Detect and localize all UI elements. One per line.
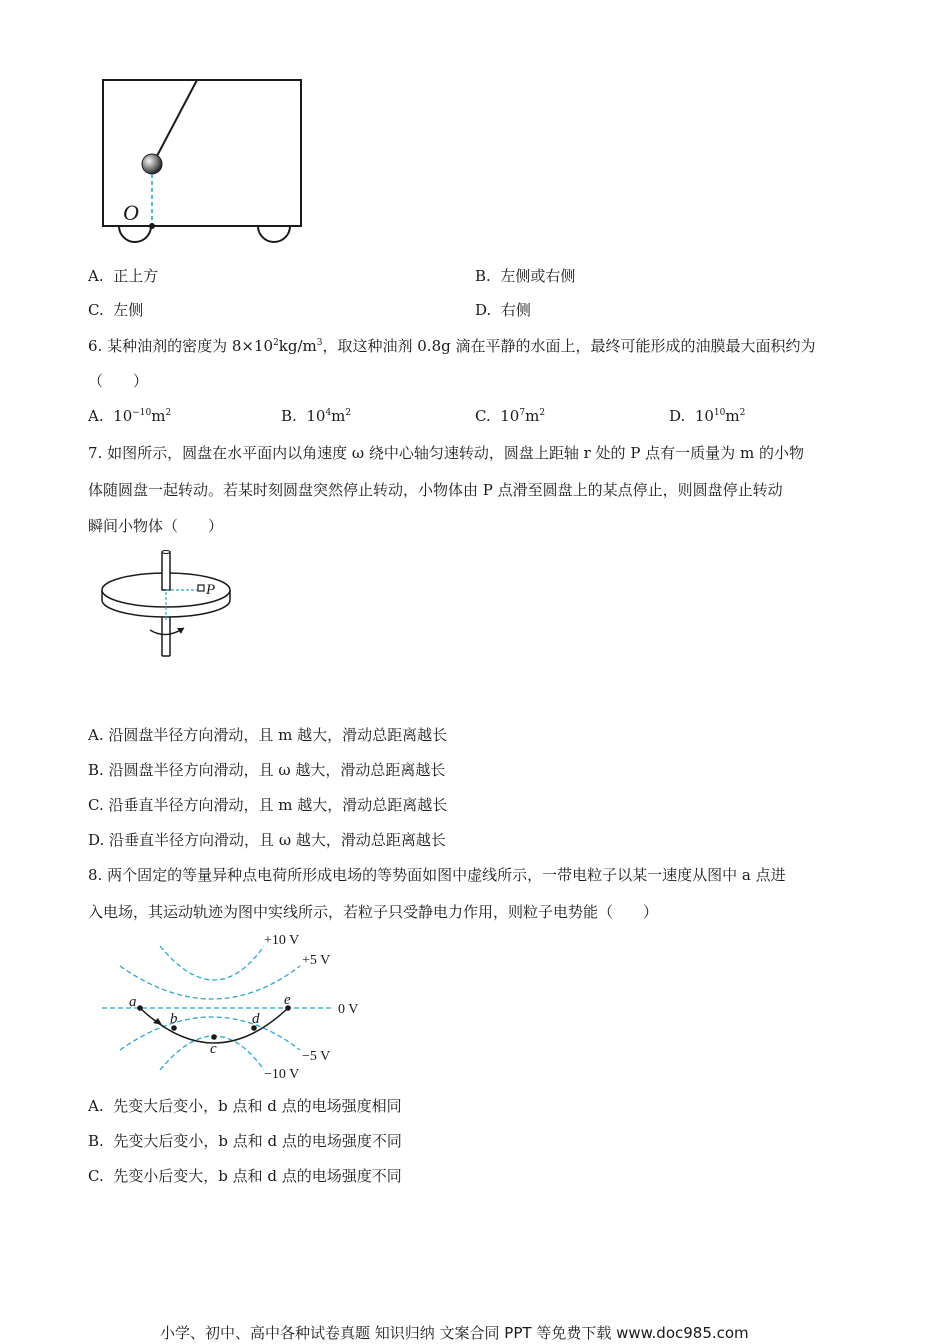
label-b: b	[170, 1011, 178, 1027]
trajectory-arrowhead	[153, 1018, 162, 1025]
point-p-label: P	[206, 582, 216, 598]
point-a	[137, 1005, 143, 1011]
label-e: e	[284, 992, 291, 1008]
q8-option-c[interactable]: C. 先变小后变大，b 点和 d 点的电场强度不同	[88, 1167, 402, 1185]
q5-option-c[interactable]: C. 左侧	[88, 301, 144, 319]
equipotential-figure	[96, 928, 376, 1084]
equipotential-plus5	[120, 966, 300, 999]
small-object	[198, 585, 204, 591]
q6-option-b[interactable]: B. $10^4m^2$	[281, 407, 352, 425]
page-footer: 小学、初中、高中各种试卷真题 知识归纳 文案合同 PPT 等免费下载 www.doc985.com	[160, 1324, 749, 1342]
q7-stem-line1: 7. 如图所示，圆盘在水平面内以角速度 ω 绕中心轴匀速转动，圆盘上距轴 r 处的 P 点有一质量为 m 的小物	[88, 444, 804, 462]
q8-option-b[interactable]: B. 先变大后变小，b 点和 d 点的电场强度不同	[88, 1132, 402, 1150]
q7-option-d[interactable]: D. 沿垂直半径方向滑动，且 ω 越大，滑动总距离越长	[88, 831, 446, 849]
pendulum-string	[157, 80, 197, 156]
q8-option-a[interactable]: A. 先变大后变小，b 点和 d 点的电场强度相同	[88, 1097, 402, 1115]
q5-option-d[interactable]: D. 右侧	[475, 301, 531, 319]
label-minus5: −5 V	[302, 1049, 331, 1064]
label-plus5: +5 V	[302, 953, 331, 968]
q6-option-a[interactable]: A. $10^{-10}m^2$	[88, 407, 172, 425]
axle-top-cap	[162, 551, 170, 554]
pendulum-ball	[142, 154, 162, 174]
label-a: a	[129, 994, 137, 1010]
right-wheel	[258, 226, 290, 242]
label-plus10: +10 V	[264, 933, 300, 948]
q6-stem-line1: 6. 某种油剂的密度为 $8\times 10^2kg/m^3$，取这种油剂 0.8g 滴在平静的水面上，最终可能形成的油膜最大面积约为	[88, 337, 816, 355]
label-d: d	[252, 1011, 260, 1027]
axle-upper	[162, 552, 170, 590]
label-c: c	[210, 1041, 217, 1057]
q8-stem-line1: 8. 两个固定的等量异种点电荷所形成电场的等势面如图中虚线所示，一带电粒子以某一速度从图中 a 点进	[88, 866, 786, 884]
q8-stem-line2: 入电场，其运动轨迹为图中实线所示，若粒子只受静电力作用，则粒子电势能（ ）	[88, 903, 659, 921]
origin-label: O	[123, 200, 139, 225]
point-c	[211, 1034, 217, 1040]
q6-option-c[interactable]: C. $10^7m^2$	[475, 407, 546, 425]
q7-option-c[interactable]: C. 沿垂直半径方向滑动，且 m 越大，滑动总距离越长	[88, 796, 448, 814]
label-minus10: −10 V	[264, 1067, 300, 1082]
q7-stem-line3: 瞬间小物体（ ）	[88, 517, 224, 535]
left-wheel	[119, 226, 151, 242]
label-zero: 0 V	[338, 1002, 359, 1017]
q6-option-d[interactable]: D. $10^{10}m^2$	[669, 407, 746, 425]
q6-stem-line2: （ ）	[88, 372, 149, 390]
q7-option-b[interactable]: B. 沿圆盘半径方向滑动，且 ω 越大，滑动总距离越长	[88, 761, 446, 779]
q5-option-b[interactable]: B. 左侧或右侧	[475, 267, 576, 285]
q5-option-a[interactable]: A. 正上方	[88, 267, 159, 285]
equipotential-plus10	[160, 946, 264, 980]
cart-pendulum-figure	[95, 70, 315, 250]
q7-option-a[interactable]: A. 沿圆盘半径方向滑动，且 m 越大，滑动总距离越长	[88, 726, 448, 744]
q7-stem-line2: 体随圆盘一起转动。若某时刻圆盘突然停止转动，小物体由 P 点滑至圆盘上的某点停止，则圆盘停止转动	[88, 481, 783, 499]
rotating-disc-figure	[96, 548, 244, 662]
